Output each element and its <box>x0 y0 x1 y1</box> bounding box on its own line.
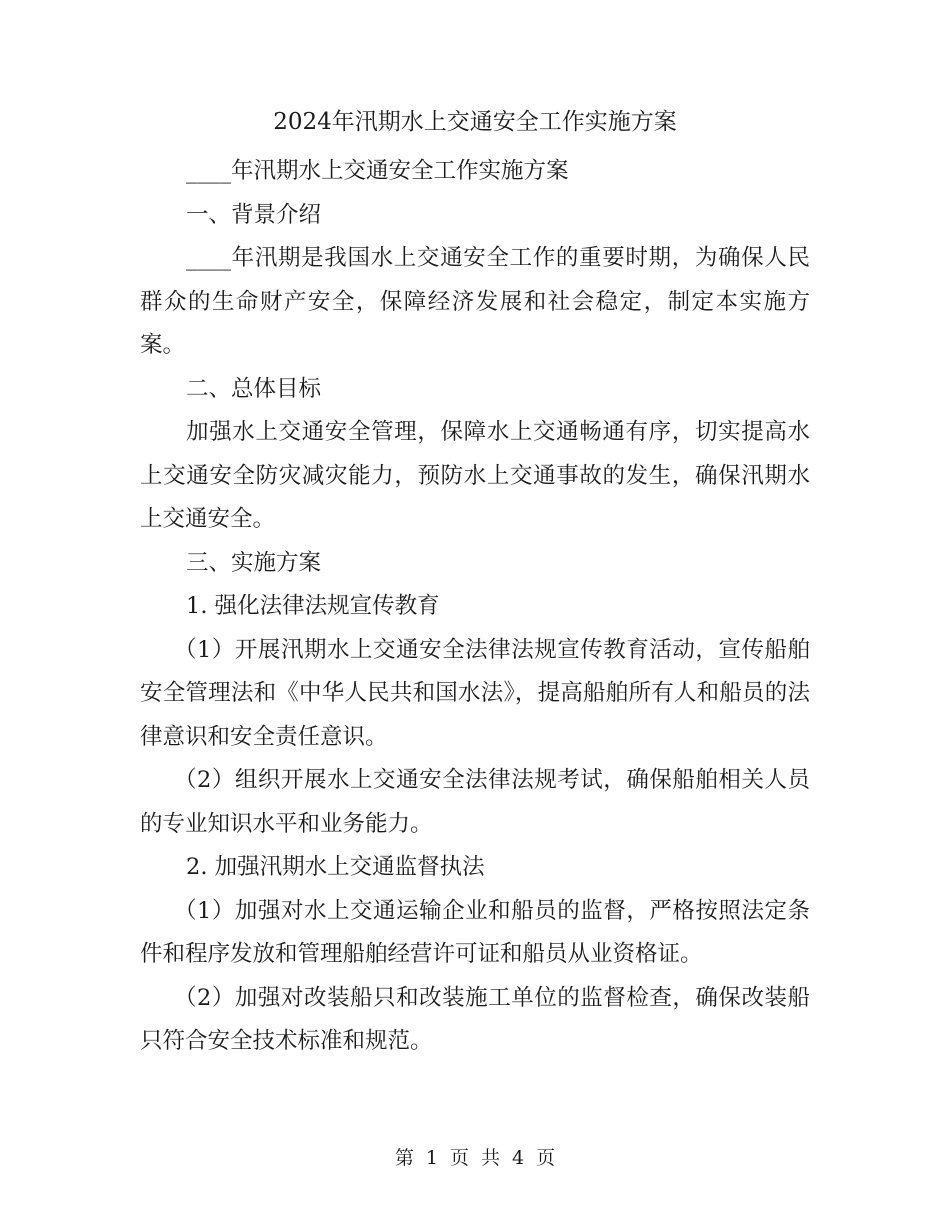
section-heading-plan: 三、实施方案 <box>186 549 322 576</box>
subsection-heading: 2. 加强汛期水上交通监督执法 <box>186 854 485 880</box>
document-body <box>140 150 810 1064</box>
list-item-paragraph: （1）开展汛期水上交通安全法律法规宣传教育活动，宣传船舶安全管理法和《中华人民共和国水法》，提高船舶所有人和船员的法律意识和安全责任意识。 <box>140 636 810 750</box>
section-heading-goal: 二、总体目标 <box>186 375 322 402</box>
list-item-paragraph: （2）加强对改装船只和改装施工单位的监督检查，确保改装船只符合安全技术标准和规范。 <box>140 984 810 1054</box>
list-item-paragraph: （1）加强对水上交通运输企业和船员的监督，严格按照法定条件和程序发放和管理船舶经营许可证和船员从业资格证。 <box>140 897 810 967</box>
body-paragraph: 加强水上交通安全管理，保障水上交通畅通有序，切实提高水上交通安全防灾减灾能力，预防水上交通事故的发生，确保汛期水上交通安全。 <box>140 419 810 532</box>
section-heading-background: 一、背景介绍 <box>186 201 322 228</box>
subsection-heading: 1. 强化法律法规宣传教育 <box>186 593 440 619</box>
subtitle-paragraph: ____年汛期水上交通安全工作实施方案 <box>186 158 569 184</box>
list-item-paragraph: （2）组织开展水上交通安全法律法规考试，确保船舶相关人员的专业知识水平和业务能力。 <box>140 767 810 837</box>
body-paragraph: ____年汛期是我国水上交通安全工作的重要时期，为确保人民群众的生命财产安全，保障经济发展和社会稳定，制定本实施方案。 <box>140 245 810 358</box>
document-title: 2024年汛期水上交通安全工作实施方案 <box>273 109 677 135</box>
page-footer: 第 1 页 共 4 页 <box>394 1147 556 1169</box>
